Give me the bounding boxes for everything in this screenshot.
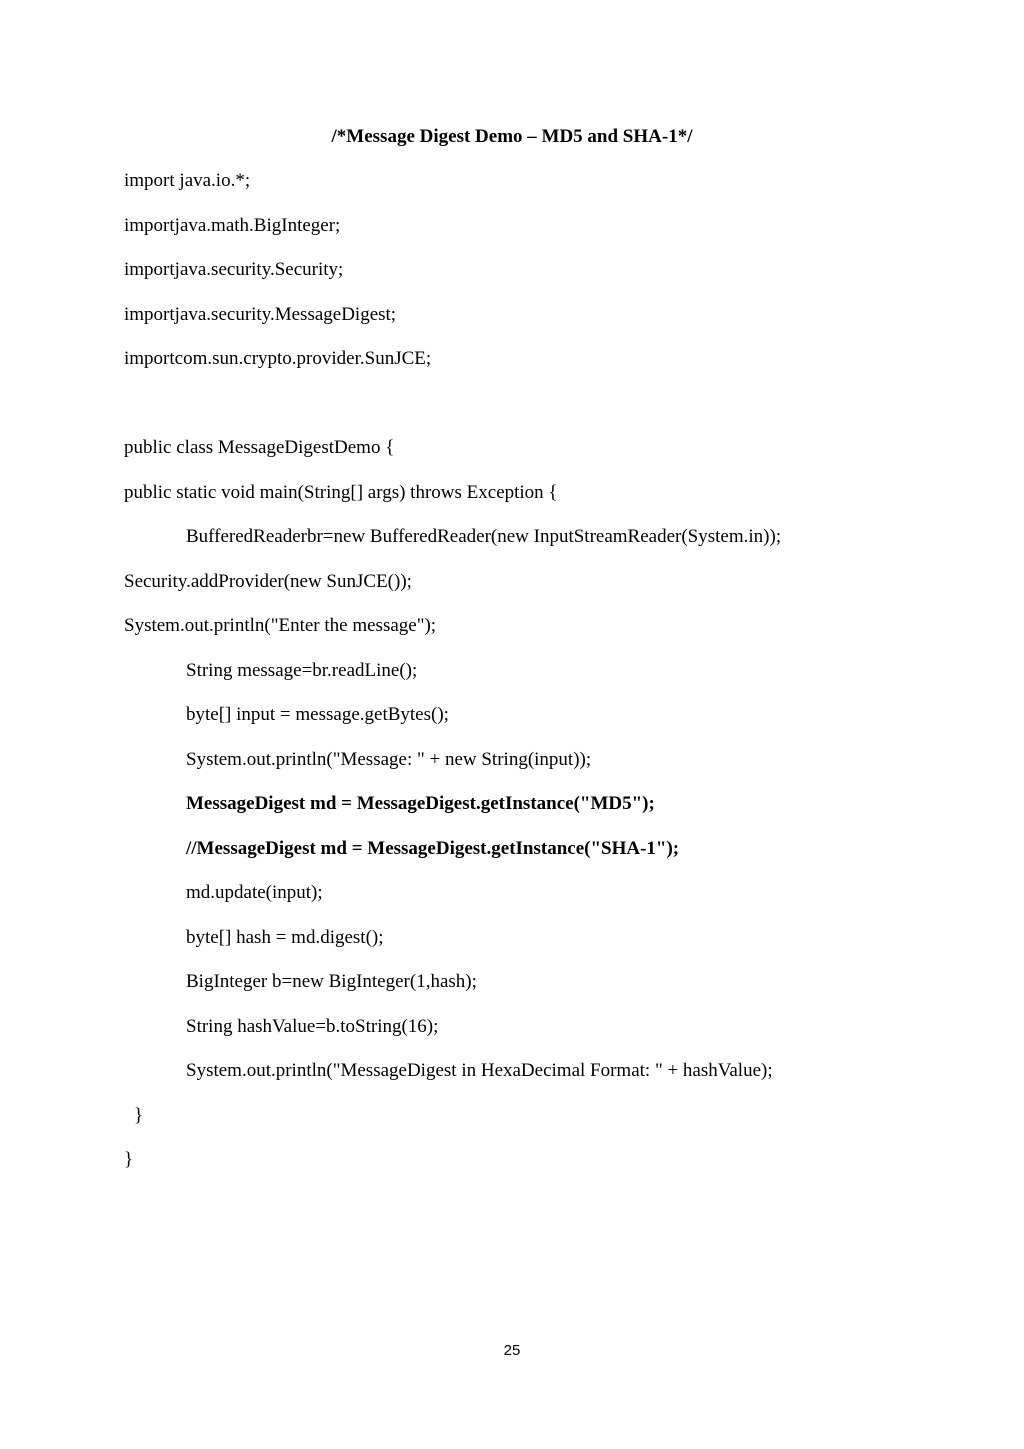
code-line-md-digest: byte[] hash = md.digest(); bbox=[186, 927, 384, 948]
code-line-sha1-instance: //MessageDigest md = MessageDigest.getInstance("SHA-1"); bbox=[186, 838, 680, 859]
code-line-close-method: } bbox=[134, 1105, 144, 1126]
code-line-md-update: md.update(input); bbox=[186, 882, 323, 903]
code-line-close-class: } bbox=[124, 1149, 134, 1170]
code-line-import-messagedigest: importjava.security.MessageDigest; bbox=[124, 304, 397, 325]
code-line-import-biginteger: importjava.math.BigInteger; bbox=[124, 215, 341, 236]
code-line-add-provider: Security.addProvider(new SunJCE()); bbox=[124, 571, 412, 592]
code-line-get-bytes: byte[] input = message.getBytes(); bbox=[186, 704, 449, 725]
code-line-md5-instance: MessageDigest md = MessageDigest.getInstance("MD5"); bbox=[186, 793, 655, 814]
code-line-main-method: public static void main(String[] args) throws Exception { bbox=[124, 482, 558, 503]
code-line-hash-value: String hashValue=b.toString(16); bbox=[186, 1016, 439, 1037]
page-title: /*Message Digest Demo – MD5 and SHA-1*/ bbox=[331, 126, 693, 147]
code-line-biginteger: BigInteger b=new BigInteger(1,hash); bbox=[186, 971, 477, 992]
page-number: 25 bbox=[503, 1342, 521, 1359]
code-line-import-io: import java.io.*; bbox=[124, 170, 251, 191]
code-line-print-prompt: System.out.println("Enter the message"); bbox=[124, 615, 437, 636]
code-line-import-security: importjava.security.Security; bbox=[124, 259, 344, 280]
code-line-import-sunjce: importcom.sun.crypto.provider.SunJCE; bbox=[124, 348, 432, 369]
code-line-print-message: System.out.println("Message: " + new String(input)); bbox=[186, 749, 592, 770]
code-line-class-declaration: public class MessageDigestDemo { bbox=[124, 437, 395, 458]
code-line-buffered-reader: BufferedReaderbr=new BufferedReader(new InputStreamReader(System.in)); bbox=[186, 526, 782, 547]
code-line-print-hash: System.out.println("MessageDigest in HexaDecimal Format: " + hashValue); bbox=[186, 1060, 773, 1081]
code-line-read-message: String message=br.readLine(); bbox=[186, 660, 418, 681]
